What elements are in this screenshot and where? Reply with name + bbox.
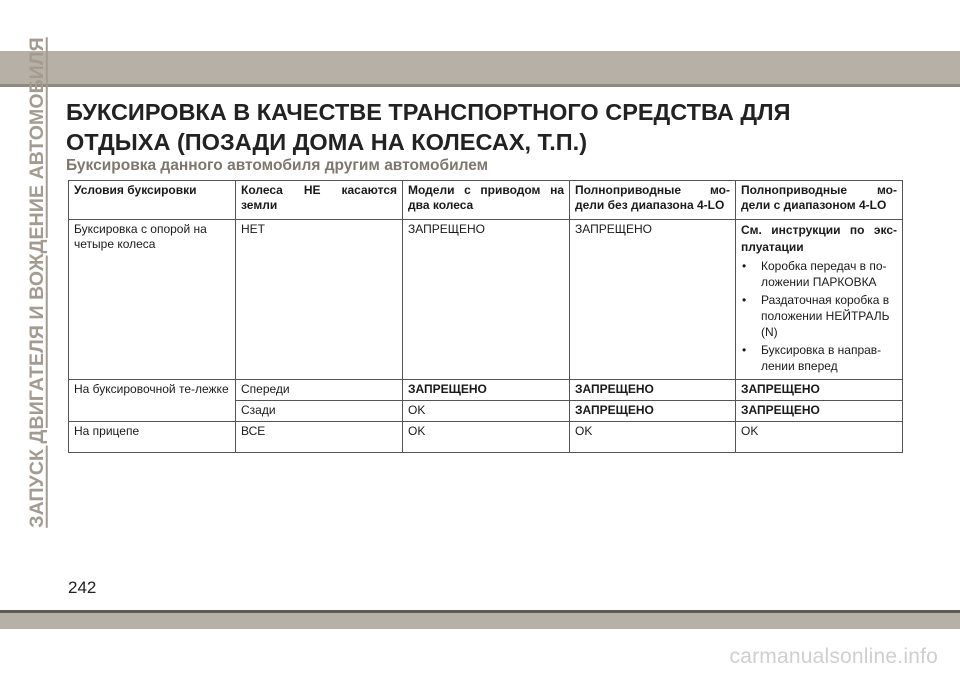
page-number: 242 <box>68 578 97 597</box>
cell-wheels: НЕТ <box>236 220 403 380</box>
header-cell-4wd-no-lo: Полноприводные мо-дели без диапазона 4-LO <box>570 181 736 220</box>
section-side-tab <box>22 37 52 528</box>
cell-condition: Буксировка с опорой на четыре колеса <box>69 220 236 380</box>
cell-4wd-lo: ЗАПРЕЩЕНО <box>736 380 903 401</box>
cell-4wd-lo: ЗАПРЕЩЕНО <box>736 401 903 422</box>
table-row <box>69 380 903 401</box>
top-margin <box>0 0 960 51</box>
cell-2wd: OK <box>403 401 570 422</box>
header-cell-4wd-lo: Полноприводные мо-дели с диапазоном 4-LO <box>736 181 903 220</box>
section-subtitle: Буксировка данного автомобиля другим автомобилем <box>66 157 489 174</box>
header-band-rule <box>0 84 960 87</box>
cell-wheels: Сзади <box>236 401 403 422</box>
header-band <box>0 51 960 84</box>
towing-table <box>68 180 903 453</box>
cell-4wd-no-lo: OK <box>570 422 736 453</box>
table-row <box>69 220 903 380</box>
cell-4wd-no-lo: ЗАПРЕЩЕНО <box>570 380 736 401</box>
section-side-tab-label: ЗАПУСК ДВИГАТЕЛЯ И ВОЖДЕНИЕ АВТОМОБИЛЯ <box>25 37 48 528</box>
cell-4wd-lo: OK <box>736 422 903 453</box>
note-list <box>741 258 897 374</box>
footer-band <box>0 613 960 629</box>
cell-4wd-no-lo: ЗАПРЕЩЕНО <box>570 220 736 380</box>
cell-4wd-no-lo: ЗАПРЕЩЕНО <box>570 401 736 422</box>
cell-4wd-lo <box>736 220 903 380</box>
cell-2wd: OK <box>403 422 570 453</box>
list-item: • Буксировка в направ-лении вперед <box>741 342 897 374</box>
header-cell-conditions: Условия буксировки <box>69 181 236 220</box>
cell-2wd: ЗАПРЕЩЕНО <box>403 380 570 401</box>
cell-wheels: Спереди <box>236 380 403 401</box>
page-title: БУКСИРОВКА В КАЧЕСТВЕ ТРАНСПОРТНОГО СРЕДСТВА ДЛЯ ОТДЫХА (ПОЗАДИ ДОМА НА КОЛЕСАХ, Т.П.) <box>66 99 791 155</box>
watermark: carmanualsonline.info <box>729 645 938 668</box>
note-title: См. инструкции по экс-плуатации <box>741 223 897 254</box>
table-header-row <box>69 181 903 220</box>
cell-condition: На буксировочной те-лежке <box>69 380 236 422</box>
cell-condition: На прицепе <box>69 422 236 453</box>
list-item: • Коробка передач в по-ложении ПАРКОВКА <box>741 258 897 290</box>
table-row <box>69 422 903 453</box>
cell-wheels: ВСЕ <box>236 422 403 453</box>
header-cell-wheels-off-ground: Колеса НЕ касаются земли <box>236 181 403 220</box>
header-cell-2wd: Модели с приводом на два колеса <box>403 181 570 220</box>
list-item: • Раздаточная коробка в положении НЕЙТРАЛЬ (N) <box>741 292 897 340</box>
cell-2wd: ЗАПРЕЩЕНО <box>403 220 570 380</box>
